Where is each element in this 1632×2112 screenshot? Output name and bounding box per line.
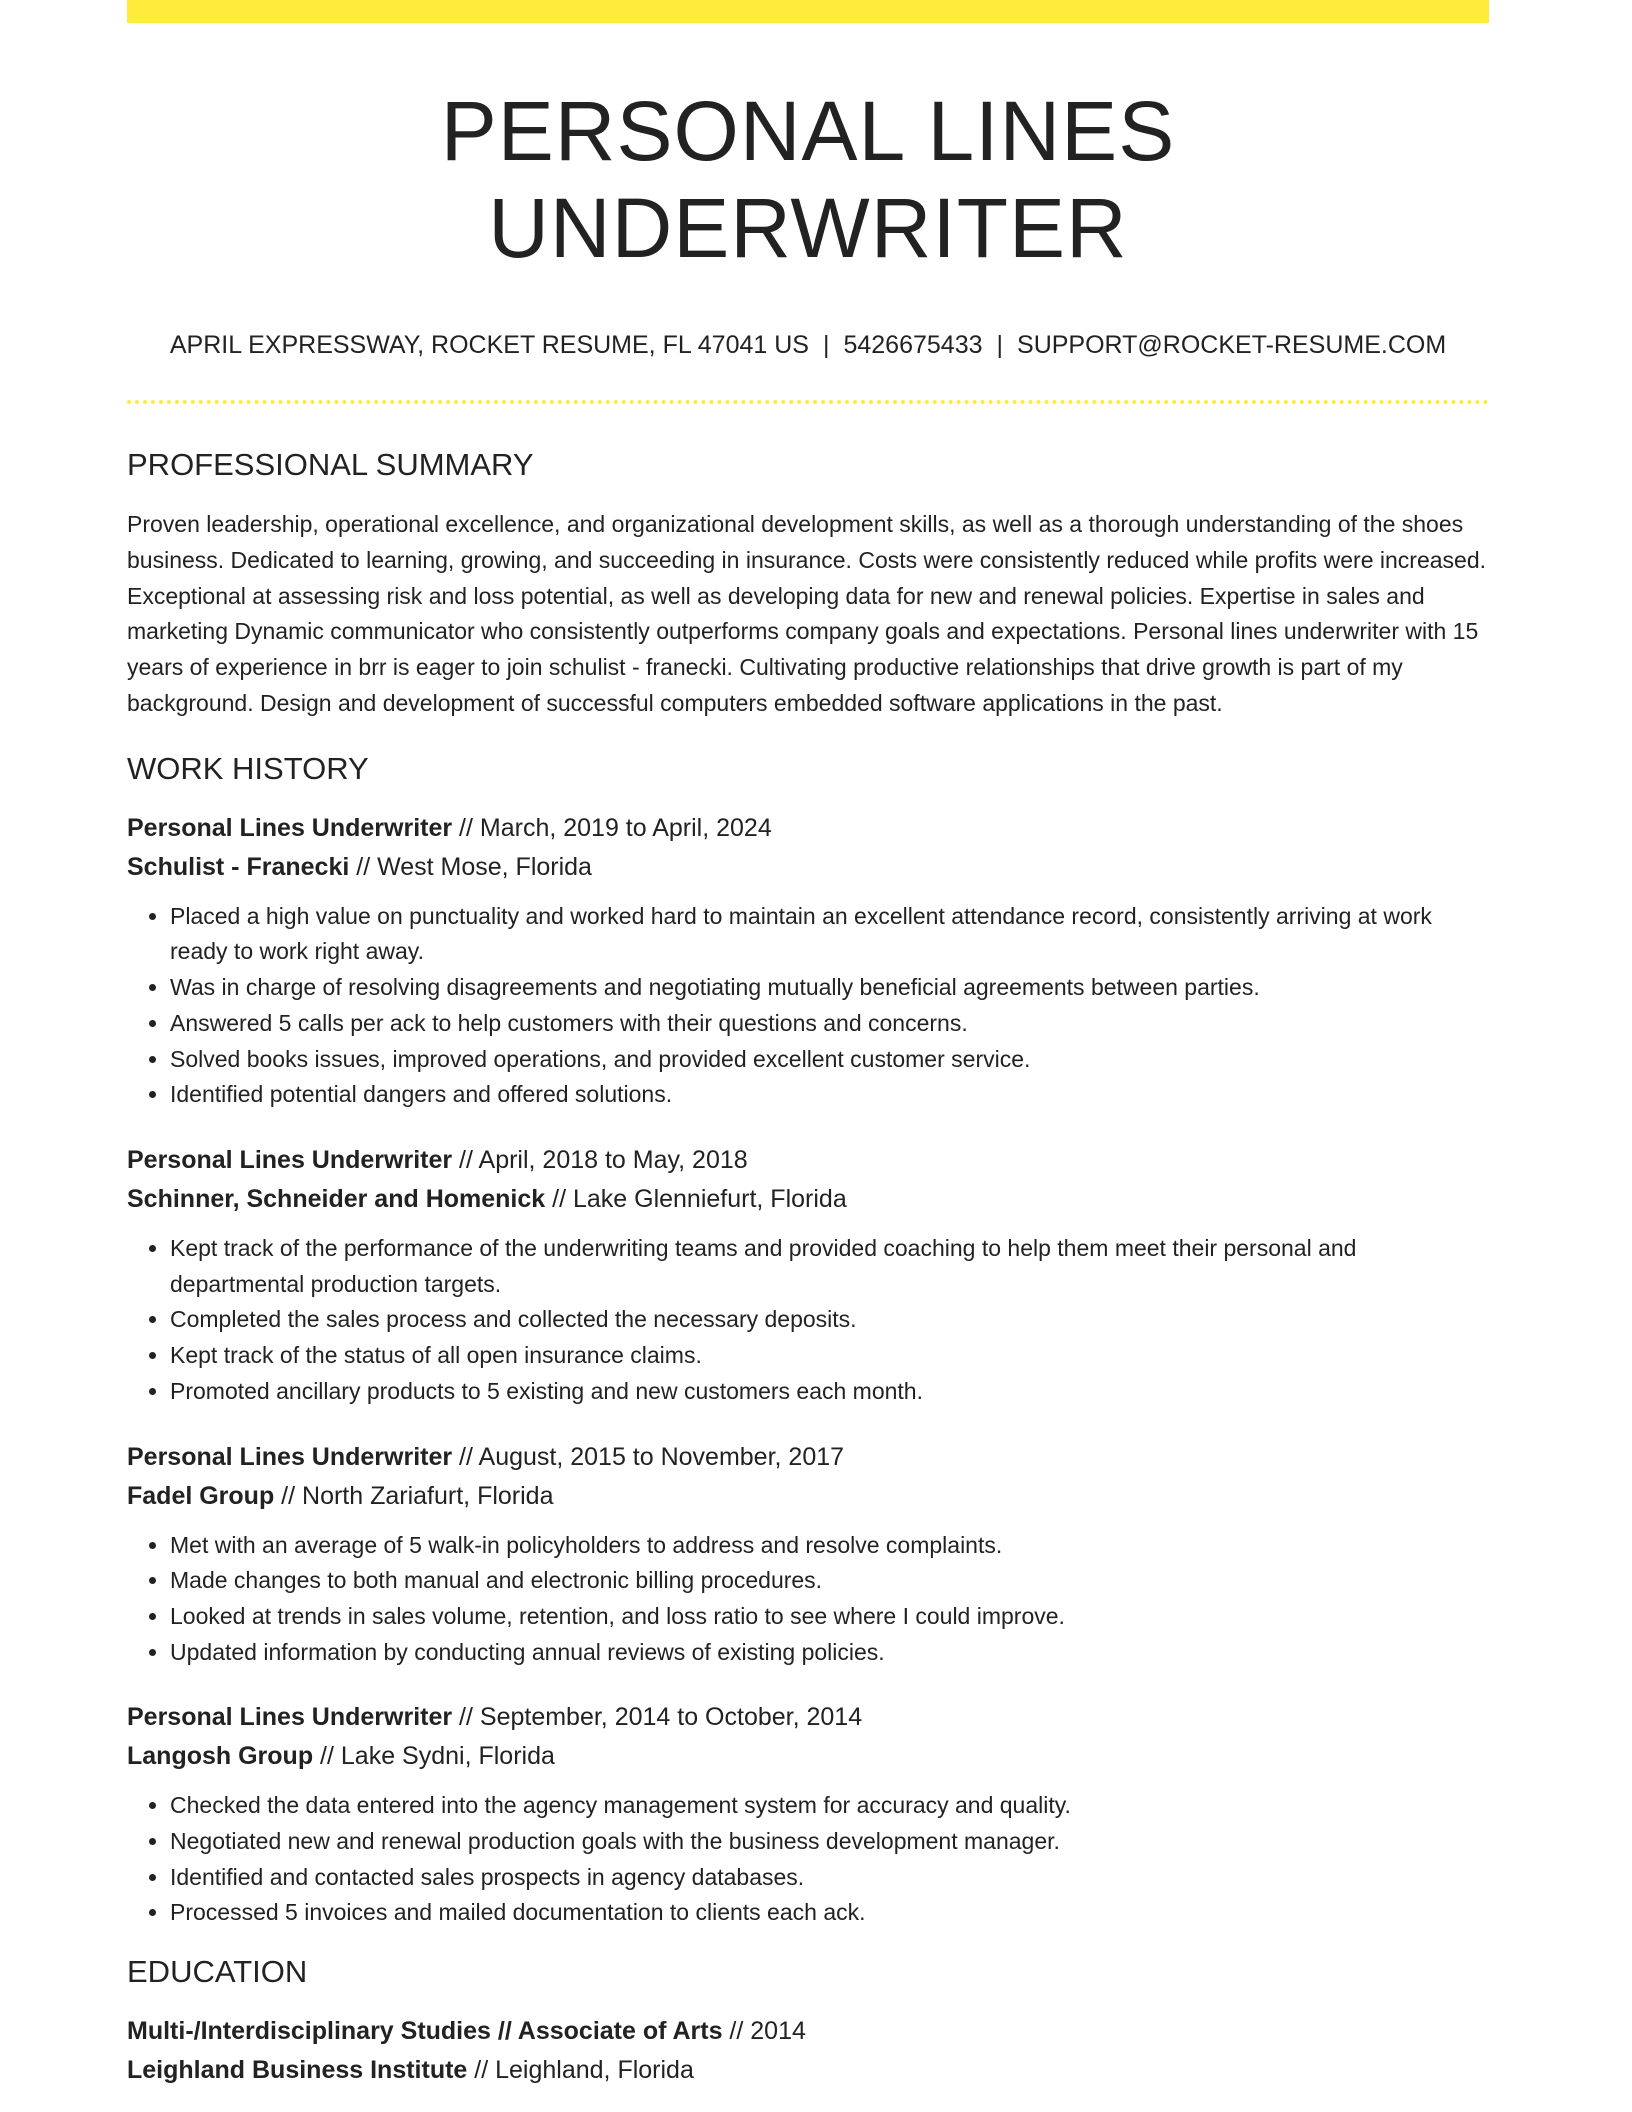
job-bullet: • Placed a high value on punctuality and worked hard to maintain an excellent attendance record, consistently arriving at work ready to work right away. — [170, 899, 1489, 970]
section-title-summary: PROFESSIONAL SUMMARY — [127, 447, 534, 483]
job-company-line — [127, 1180, 1489, 1219]
job-role: Personal Lines Underwriter — [127, 1146, 453, 1174]
job-role-line — [127, 809, 1489, 848]
work-history-section — [127, 750, 1489, 1932]
job-location: // Lake Glenniefurt, Florida — [545, 1185, 847, 1213]
job-bullet: • Was in charge of resolving disagreements and negotiating mutually beneficial agreements between parties. — [170, 970, 1489, 1006]
resume-title: PERSONAL LINES UNDERWRITER — [440, 84, 1176, 275]
education-section — [127, 1953, 1489, 2090]
education-location: // Leighland, Florida — [467, 2056, 694, 2085]
education-entry — [127, 2012, 1489, 2090]
contact-phone: 5426675433 — [843, 331, 983, 360]
job-bullet: • Processed 5 invoices and mailed documentation to clients each ack. — [170, 1895, 1489, 1931]
job-bullet: • Updated information by conducting annual reviews of existing policies. — [170, 1635, 1489, 1671]
accent-top-bar — [127, 0, 1489, 23]
education-school-line — [127, 2051, 1489, 2090]
job-role: Personal Lines Underwriter — [127, 1442, 453, 1471]
job-company-line — [127, 848, 1489, 887]
job-location: // West Mose, Florida — [349, 852, 592, 881]
job-company: Schinner, Schneider and Homenick — [127, 1185, 546, 1213]
job-bullet: • Kept track of the status of all open insurance claims. — [170, 1338, 1489, 1374]
job-bullet: • Met with an average of 5 walk-in policyholders to address and resolve complaints. — [170, 1528, 1489, 1564]
job-bullet: • Looked at trends in sales volume, retention, and loss ratio to see where I could improve. — [170, 1599, 1489, 1635]
job-bullet: • Completed the sales process and collected the necessary deposits. — [170, 1302, 1489, 1338]
job-entry — [127, 1698, 1489, 1931]
job-company: Fadel Group — [127, 1481, 275, 1510]
job-location: // Lake Sydni, Florida — [313, 1742, 555, 1771]
dotted-divider — [127, 400, 1489, 404]
contact-line — [127, 330, 1489, 360]
job-company: Langosh Group — [127, 1742, 314, 1771]
job-role-line — [127, 1438, 1489, 1477]
job-role-line — [127, 1698, 1489, 1737]
resume-page — [127, 0, 1489, 2090]
job-bullet: • Solved books issues, improved operations, and provided excellent customer service. — [170, 1042, 1489, 1078]
job-bullet: • Checked the data entered into the agency management system for accuracy and quality. — [170, 1788, 1489, 1824]
education-year: // 2014 — [722, 2017, 806, 2046]
contact-separator: | — [822, 331, 830, 360]
job-bullet: • Made changes to both manual and electronic billing procedures. — [170, 1563, 1489, 1599]
job-role-line — [127, 1141, 1489, 1180]
job-bullet: • Identified potential dangers and offered solutions. — [170, 1077, 1489, 1113]
contact-separator: | — [996, 331, 1004, 360]
job-entry — [127, 1438, 1489, 1671]
job-bullet: • Kept track of the performance of the underwriting teams and provided coaching to help them meet their personal and departmental production targets. — [170, 1231, 1489, 1302]
job-bullet: • Negotiated new and renewal production goals with the business development manager. — [170, 1824, 1489, 1860]
contact-address: APRIL EXPRESSWAY, ROCKET RESUME, FL 47041 US — [169, 331, 809, 360]
summary-paragraph: Proven leadership, operational excellence, and organizational development skills, as well as a thorough understanding of the shoes business. Dedicated to learning, growing, and succeeding in insurance. Costs were consistently reduced while profits were increased. Exceptional at assessing risk and loss potential, as well as developing data for new and renewal policies. Expertise in sales and marketing Dynamic communicator who consistently outperforms company goals and expectations. Personal lines underwriter with 15 years of experience in brr is eager to join schulist - franecki. Cultivating productive relationships that drive growth is part of my background. Design and development of successful computers embedded software applications in the past. — [127, 511, 1487, 716]
job-dates: // September, 2014 to October, 2014 — [452, 1703, 863, 1732]
job-dates: // April, 2018 to May, 2018 — [452, 1146, 748, 1174]
education-degree-line — [127, 2012, 1489, 2051]
education-school: Leighland Business Institute — [127, 2056, 468, 2085]
job-bullet-list — [127, 1528, 1489, 1671]
job-location: // North Zariafurt, Florida — [274, 1481, 554, 1510]
section-title-education: EDUCATION — [127, 1954, 308, 1990]
job-company-line — [127, 1477, 1489, 1516]
job-entry — [127, 809, 1489, 1113]
contact-email: SUPPORT@ROCKET-RESUME.COM — [1017, 331, 1447, 360]
job-role: Personal Lines Underwriter — [127, 1703, 453, 1732]
job-bullet-list — [127, 899, 1489, 1113]
job-bullet-list — [127, 1788, 1489, 1931]
job-dates: // March, 2019 to April, 2024 — [452, 813, 772, 842]
education-degree: Multi-/Interdisciplinary Studies // Associate of Arts — [127, 2017, 723, 2046]
job-entry — [127, 1141, 1489, 1410]
job-bullet-list — [127, 1231, 1489, 1410]
job-bullet: • Identified and contacted sales prospects in agency databases. — [170, 1860, 1489, 1896]
job-bullet: • Answered 5 calls per ack to help customers with their questions and concerns. — [170, 1006, 1489, 1042]
professional-summary-section — [127, 446, 1489, 721]
job-role: Personal Lines Underwriter — [127, 813, 453, 842]
job-company: Schulist - Franecki — [127, 852, 350, 881]
job-bullet: • Promoted ancillary products to 5 existing and new customers each month. — [170, 1374, 1489, 1410]
job-dates: // August, 2015 to November, 2017 — [452, 1442, 845, 1471]
job-company-line — [127, 1737, 1489, 1776]
section-title-work-history: WORK HISTORY — [127, 750, 369, 786]
